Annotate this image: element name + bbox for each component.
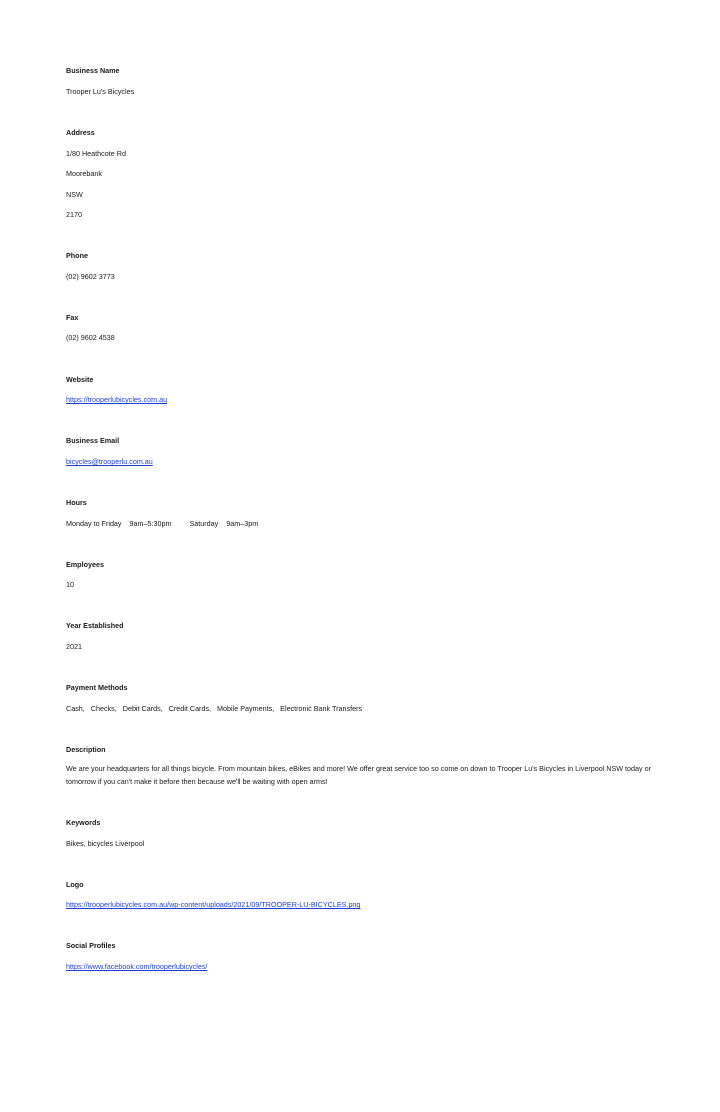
email-link[interactable]: bicycles@trooperlu.com.au: [66, 457, 153, 466]
logo-link[interactable]: https://trooperlubicycles.com.au/wp-content/uploads/2021/09/TROOPER-LU-BICYCLES.png: [66, 900, 361, 909]
fax-value: (02) 9602 4538: [66, 333, 115, 342]
website-label: Website: [66, 375, 94, 384]
website-link[interactable]: https://trooperlubicycles.com.au: [66, 395, 168, 404]
hours-saturday-time: 9am–3pm: [226, 519, 259, 528]
phone-value: (02) 9602 3773: [66, 272, 115, 281]
address-postcode: 2170: [66, 210, 82, 219]
description-label: Description: [66, 745, 106, 754]
hours-saturday: Saturday: [189, 519, 219, 528]
email-label: Business Email: [66, 436, 120, 445]
hours-weekday: Monday to Friday: [66, 519, 122, 528]
business-name-label: Business Name: [66, 66, 120, 75]
business-name-value: Trooper Lu's Bicycles: [66, 87, 135, 96]
social-profiles-label: Social Profiles: [66, 941, 116, 950]
employees-label: Employees: [66, 560, 104, 569]
hours-weekday-time: 9am–5:30pm: [129, 519, 172, 528]
address-label: Address: [66, 128, 95, 137]
address-suburb: Moorebank: [66, 169, 102, 178]
keywords-value: Bikes, bicycles Liverpool: [66, 839, 145, 848]
payment-methods-list: [66, 704, 362, 714]
social-profile-link[interactable]: https://www.facebook.com/trooperlubicycles/: [66, 962, 208, 971]
payment-method-item: Mobile Payments,: [217, 704, 275, 713]
employees-value: 10: [66, 580, 74, 589]
description-text: We are your headquarters for all things bicycle. From mountain bikes, eBikes and more! We offer great service too so come on down to Trooper Lu's Bicycles in Liverpool NSW today or tomorrow if you can't make it before then because we'll be waiting with open arms!: [66, 764, 652, 786]
payment-method-item: Cash,: [66, 704, 85, 713]
payment-methods-label: Payment Methods: [66, 683, 128, 692]
year-established-label: Year Established: [66, 621, 124, 630]
logo-label: Logo: [66, 880, 84, 889]
hours-label: Hours: [66, 498, 87, 507]
address-street: 1/80 Heathcote Rd: [66, 149, 126, 158]
payment-method-item: Debit Cards,: [122, 704, 163, 713]
keywords-label: Keywords: [66, 818, 101, 827]
payment-method-item: Checks,: [90, 704, 117, 713]
payment-method-item: Credit Cards,: [168, 704, 212, 713]
payment-method-item: Electronic Bank Transfers: [280, 704, 363, 713]
fax-label: Fax: [66, 313, 79, 322]
hours-row: [66, 519, 258, 529]
address-state: NSW: [66, 190, 83, 199]
year-established-value: 2021: [66, 642, 82, 651]
phone-label: Phone: [66, 251, 88, 260]
